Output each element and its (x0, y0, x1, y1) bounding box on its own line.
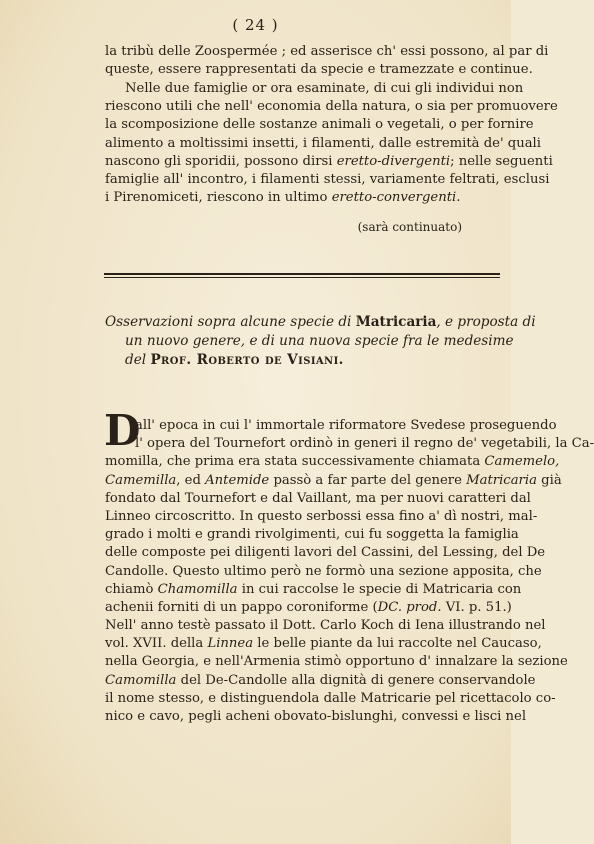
italic-term: Camemilla (105, 472, 177, 488)
text-line (105, 153, 553, 171)
author-name: Prof. Roberto de Visiani. (150, 352, 344, 368)
text-span: VI. p. 51.) (445, 599, 512, 615)
text-span: chiamò (105, 581, 154, 597)
section-divider-thin (104, 277, 500, 278)
text-line: nella Georgia, e nell'Armenia stimò opportuno d' innalzare la sezione (105, 654, 568, 670)
text-line: famiglie all' incontro, i filamenti stessi, variamente feltrati, esclusi (105, 171, 550, 187)
text-line: l' opera del Tournefort ordinò in generi il regno de' vegetabili, la Ca- (135, 436, 594, 452)
text-span: vol. XVII. della (105, 636, 204, 652)
italic-term: DC. prod. (377, 599, 442, 615)
italic-term: eretto-divergenti (336, 153, 451, 169)
paragraph-2 (105, 80, 558, 207)
title-line (105, 351, 499, 370)
text-line: alimento a moltissimi insetti, i filamenti, dalle estremità de' quali (105, 135, 541, 151)
title-text: , e proposta di (436, 314, 536, 330)
title-line: un nuovo genere, e di una nuova specie fra le medesime (125, 333, 514, 349)
text-line: fondato dal Tournefort e dal Vaillant, ma per nuovi caratteri dal (105, 490, 531, 506)
text-span: le belle piante da lui raccolte nel Caucaso, (257, 636, 542, 652)
text-span: , ed (176, 472, 201, 488)
text-span: momilla, che prima era stata successivamente chiamata (105, 454, 481, 470)
text-span: achenii forniti di un pappo coroniforme ( (105, 599, 378, 615)
text-line (105, 672, 536, 690)
text-line (105, 453, 560, 471)
text-line (105, 599, 512, 617)
text-span: già (541, 472, 562, 488)
italic-term: Chamomilla (157, 581, 238, 597)
text-span: in cui raccolse le specie di Matricaria con (241, 581, 522, 597)
text-span: del De-Candolle alla dignità di genere conservandole (180, 672, 536, 688)
section-divider-thick (104, 273, 500, 275)
page-number: ( 24 ) (232, 16, 279, 34)
text-line: nico e cavo, pegli acheni obovato-bislunghi, convessi e lisci nel (105, 709, 527, 724)
drop-cap-lines (105, 417, 594, 453)
italic-term: Camemelo, (484, 454, 560, 470)
italic-term: Matricaria (466, 472, 537, 488)
title-line (105, 313, 536, 332)
title-text: del (125, 352, 147, 368)
article-body (105, 417, 594, 726)
paragraph-1 (105, 43, 549, 79)
text-span: ; nelle seguenti (450, 153, 553, 169)
text-span: nascono gli sporidii, possono dirsi (105, 153, 333, 169)
text-line: Linneo circoscritto. In questo serbossi essa fino a' dì nostri, mal- (105, 508, 538, 524)
text-line: la tribù delle Zoospermée ; ed asserisce ch' essi possono, al par di (105, 44, 549, 59)
text-line: riescono utili che nell' economia della natura, o sia per promuovere (105, 99, 558, 115)
italic-term: Camomilla (105, 672, 177, 688)
text-line: queste, essere rappresentati da specie e tramezzate e continue. (105, 62, 533, 78)
text-line: la scomposizione delle sostanze animali o vegetali, o per fornire (105, 117, 534, 133)
text-line (105, 635, 542, 653)
title-text: Osservazioni sopra alcune specie di (105, 314, 352, 330)
continuation-note: (sarà continuato) (357, 220, 462, 234)
text-span: i Pirenomiceti, riescono in ultimo (105, 190, 328, 206)
text-line: delle composte pei diligenti lavori del Cassini, del Lessing, del De (105, 545, 546, 561)
text-line: il nome stesso, e distinguendola dalle Matricarie pel ricettacolo co- (105, 690, 556, 706)
text-line: all' epoca in cui l' immortale riformatore Svedese proseguendo (135, 418, 557, 433)
text-line (105, 189, 499, 207)
text-line: Nell' anno testè passato il Dott. Carlo Koch di Iena illustrando nel (105, 618, 546, 634)
article-title (105, 313, 536, 370)
text-line: Nelle due famiglie or ora esaminate, di cui gli individui non (125, 81, 524, 96)
italic-term: Antemide (205, 472, 270, 488)
text-span: passò a far parte del genere (273, 472, 462, 488)
italic-term: Linnea (207, 636, 254, 652)
drop-cap: D (104, 406, 141, 455)
text-line (105, 472, 562, 490)
text-line: grado i molti e grandi rivolgimenti, cui fu soggetta la famiglia (105, 527, 519, 543)
text-line (105, 581, 522, 599)
genus-name: Matricaria (355, 314, 437, 330)
text-line: Candolle. Questo ultimo però ne formò una sezione apposita, che (105, 563, 542, 579)
italic-term: eretto-convergenti. (331, 190, 461, 206)
